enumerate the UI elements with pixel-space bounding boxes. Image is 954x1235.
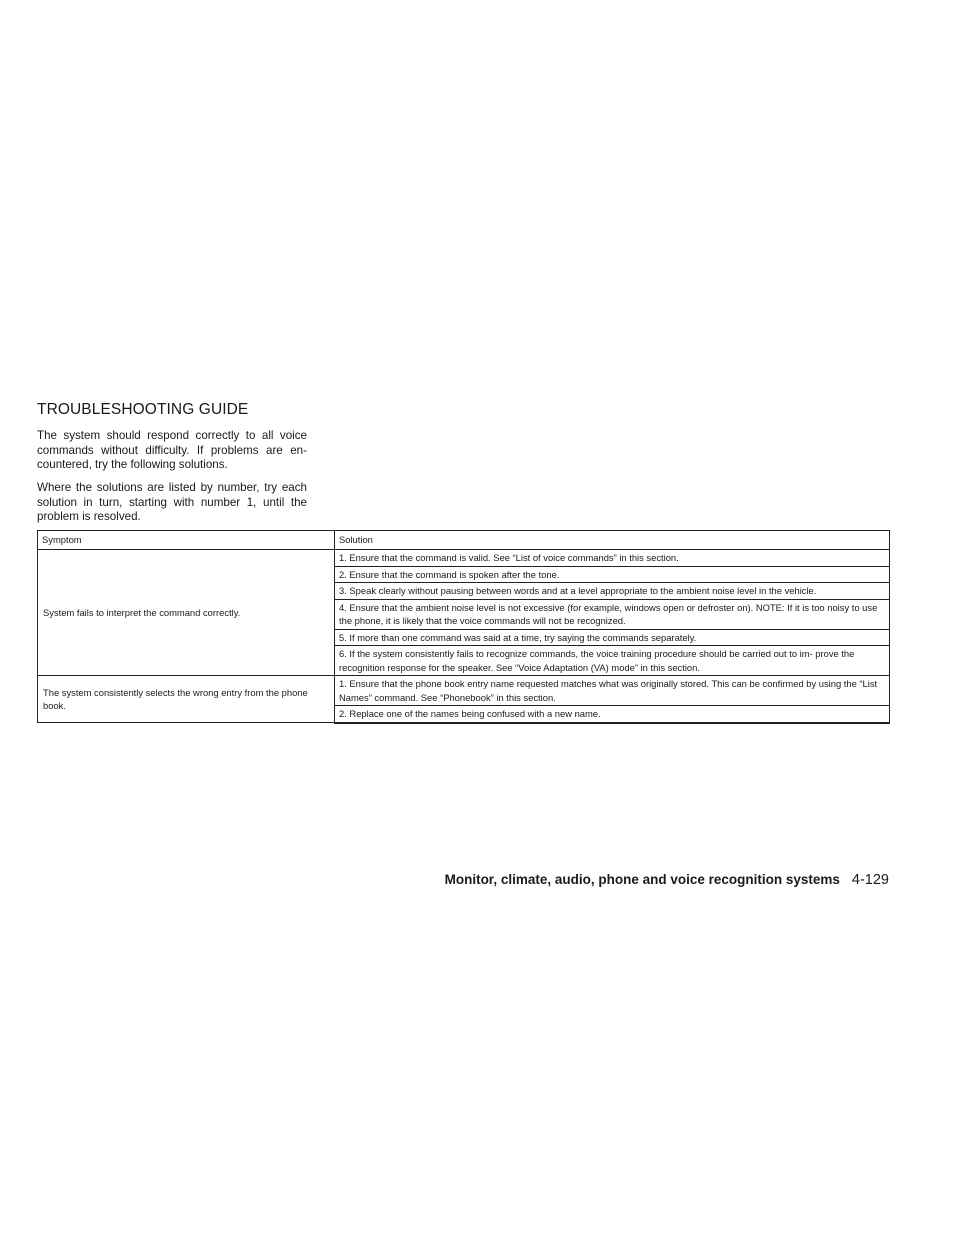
symptom-header: Symptom [38,531,335,550]
page-number: 4-129 [851,872,889,888]
solution-cell: 6. If the system consistently fails to recognize commands, the voice training procedure should be carried out to im- prove the recognition response for the speaker. See “Voice Adaptation (VA) mode” in this section. [335,646,890,676]
symptom-cell: System fails to interpret the command correctly. [38,550,335,676]
intro-paragraph: The system should respond correctly to all voice commands without difficulty. If problems are en- countered, try the following solutions. [37,429,307,472]
table-row [38,550,890,567]
solution-cell: 4. Ensure that the ambient noise level is not excessive (for example, windows open or defroster on). NOTE: If it is too noisy to use the phone, it is likely that the voice commands will not be recognized. [335,599,890,629]
solution-cell: 1. Ensure that the command is valid. See “List of voice commands” in this section. [335,550,890,567]
solution-cell: 3. Speak clearly without pausing between words and at a level appropriate to the ambient noise level in the vehicle. [335,583,890,600]
solution-header: Solution [335,531,890,550]
chapter-title: Monitor, climate, audio, phone and voice recognition systems [444,872,840,887]
solution-cell: 2. Ensure that the command is spoken after the tone. [335,566,890,583]
table-header-row [38,531,890,550]
instructions-paragraph: Where the solutions are listed by number, try each solution in turn, starting with number 1, until the problem is resolved. [37,481,307,524]
solution-cell: 2. Replace one of the names being confused with a new name. [335,706,890,723]
page-footer [445,872,889,888]
section-title: TROUBLESHOOTING GUIDE [37,401,249,418]
solution-cell: 5. If more than one command was said at a time, try saying the commands separately. [335,629,890,646]
symptom-cell: The system consistently selects the wrong entry from the phone book. [38,676,335,723]
table-row [38,676,890,706]
troubleshooting-table [37,530,890,724]
solution-cell: 1. Ensure that the phone book entry name requested matches what was originally stored. This can be confirmed by using the “List Names” command. See “Phonebook” in this section. [335,676,890,706]
